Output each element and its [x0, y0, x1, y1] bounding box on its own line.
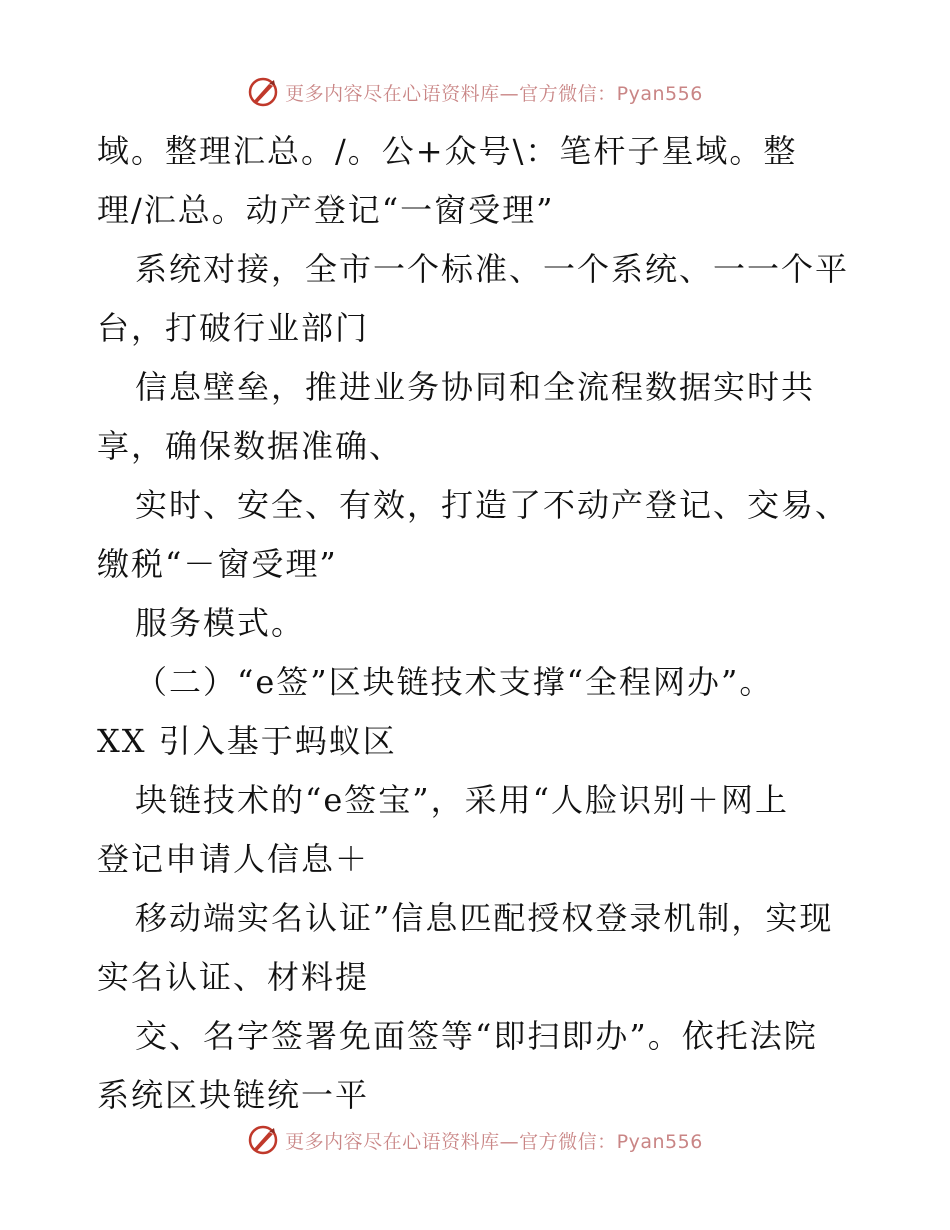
text-line: 实时、安全、有效，打造了不动产登记、交易、: [135, 486, 850, 524]
quill-seal-icon: [247, 76, 279, 108]
quill-seal-icon: [247, 1124, 279, 1156]
text-line: 域。整理汇总。/。公+众号\：笔杆子星域。整: [97, 132, 798, 170]
document-body: [97, 122, 857, 1125]
text-line: XX 引入基于蚂蚁区: [97, 722, 397, 760]
text-line: 移动端实名认证”信息匹配授权登录机制，实现: [135, 899, 834, 937]
text-line: 服务模式。: [135, 604, 306, 642]
text-line: 实名认证、材料提: [97, 958, 370, 996]
footer-banner: [0, 1120, 950, 1160]
text-line: 登记申请人信息＋: [97, 840, 370, 878]
text-line: 缴税“－窗受理”: [97, 545, 338, 583]
banner-text: 更多内容尽在心语资料库—官方微信：Pyan556: [285, 1130, 703, 1153]
text-line: （二）“e签”区块链技术支撑“全程网办”。: [135, 663, 774, 701]
text-line: 享，确保数据准确、: [97, 427, 404, 465]
text-line: 块链技术的“e签宝”，采用“人脸识别＋网上: [135, 781, 790, 819]
text-line: 信息壁垒，推进业务协同和全流程数据实时共: [135, 368, 816, 406]
header-banner: [0, 72, 950, 112]
text-line: 理/汇总。动产登记“一窗受理”: [97, 191, 555, 229]
text-line: 系统对接，全市一个标准、一个系统、一一个平: [135, 250, 850, 288]
banner-text: 更多内容尽在心语资料库—官方微信：Pyan556: [285, 82, 703, 105]
text-line: 交、名字签署免面签等“即扫即办”。依托法院: [135, 1017, 818, 1055]
text-line: 系统区块链统一平: [97, 1076, 370, 1114]
text-line: 台，打破行业部门: [97, 309, 370, 347]
